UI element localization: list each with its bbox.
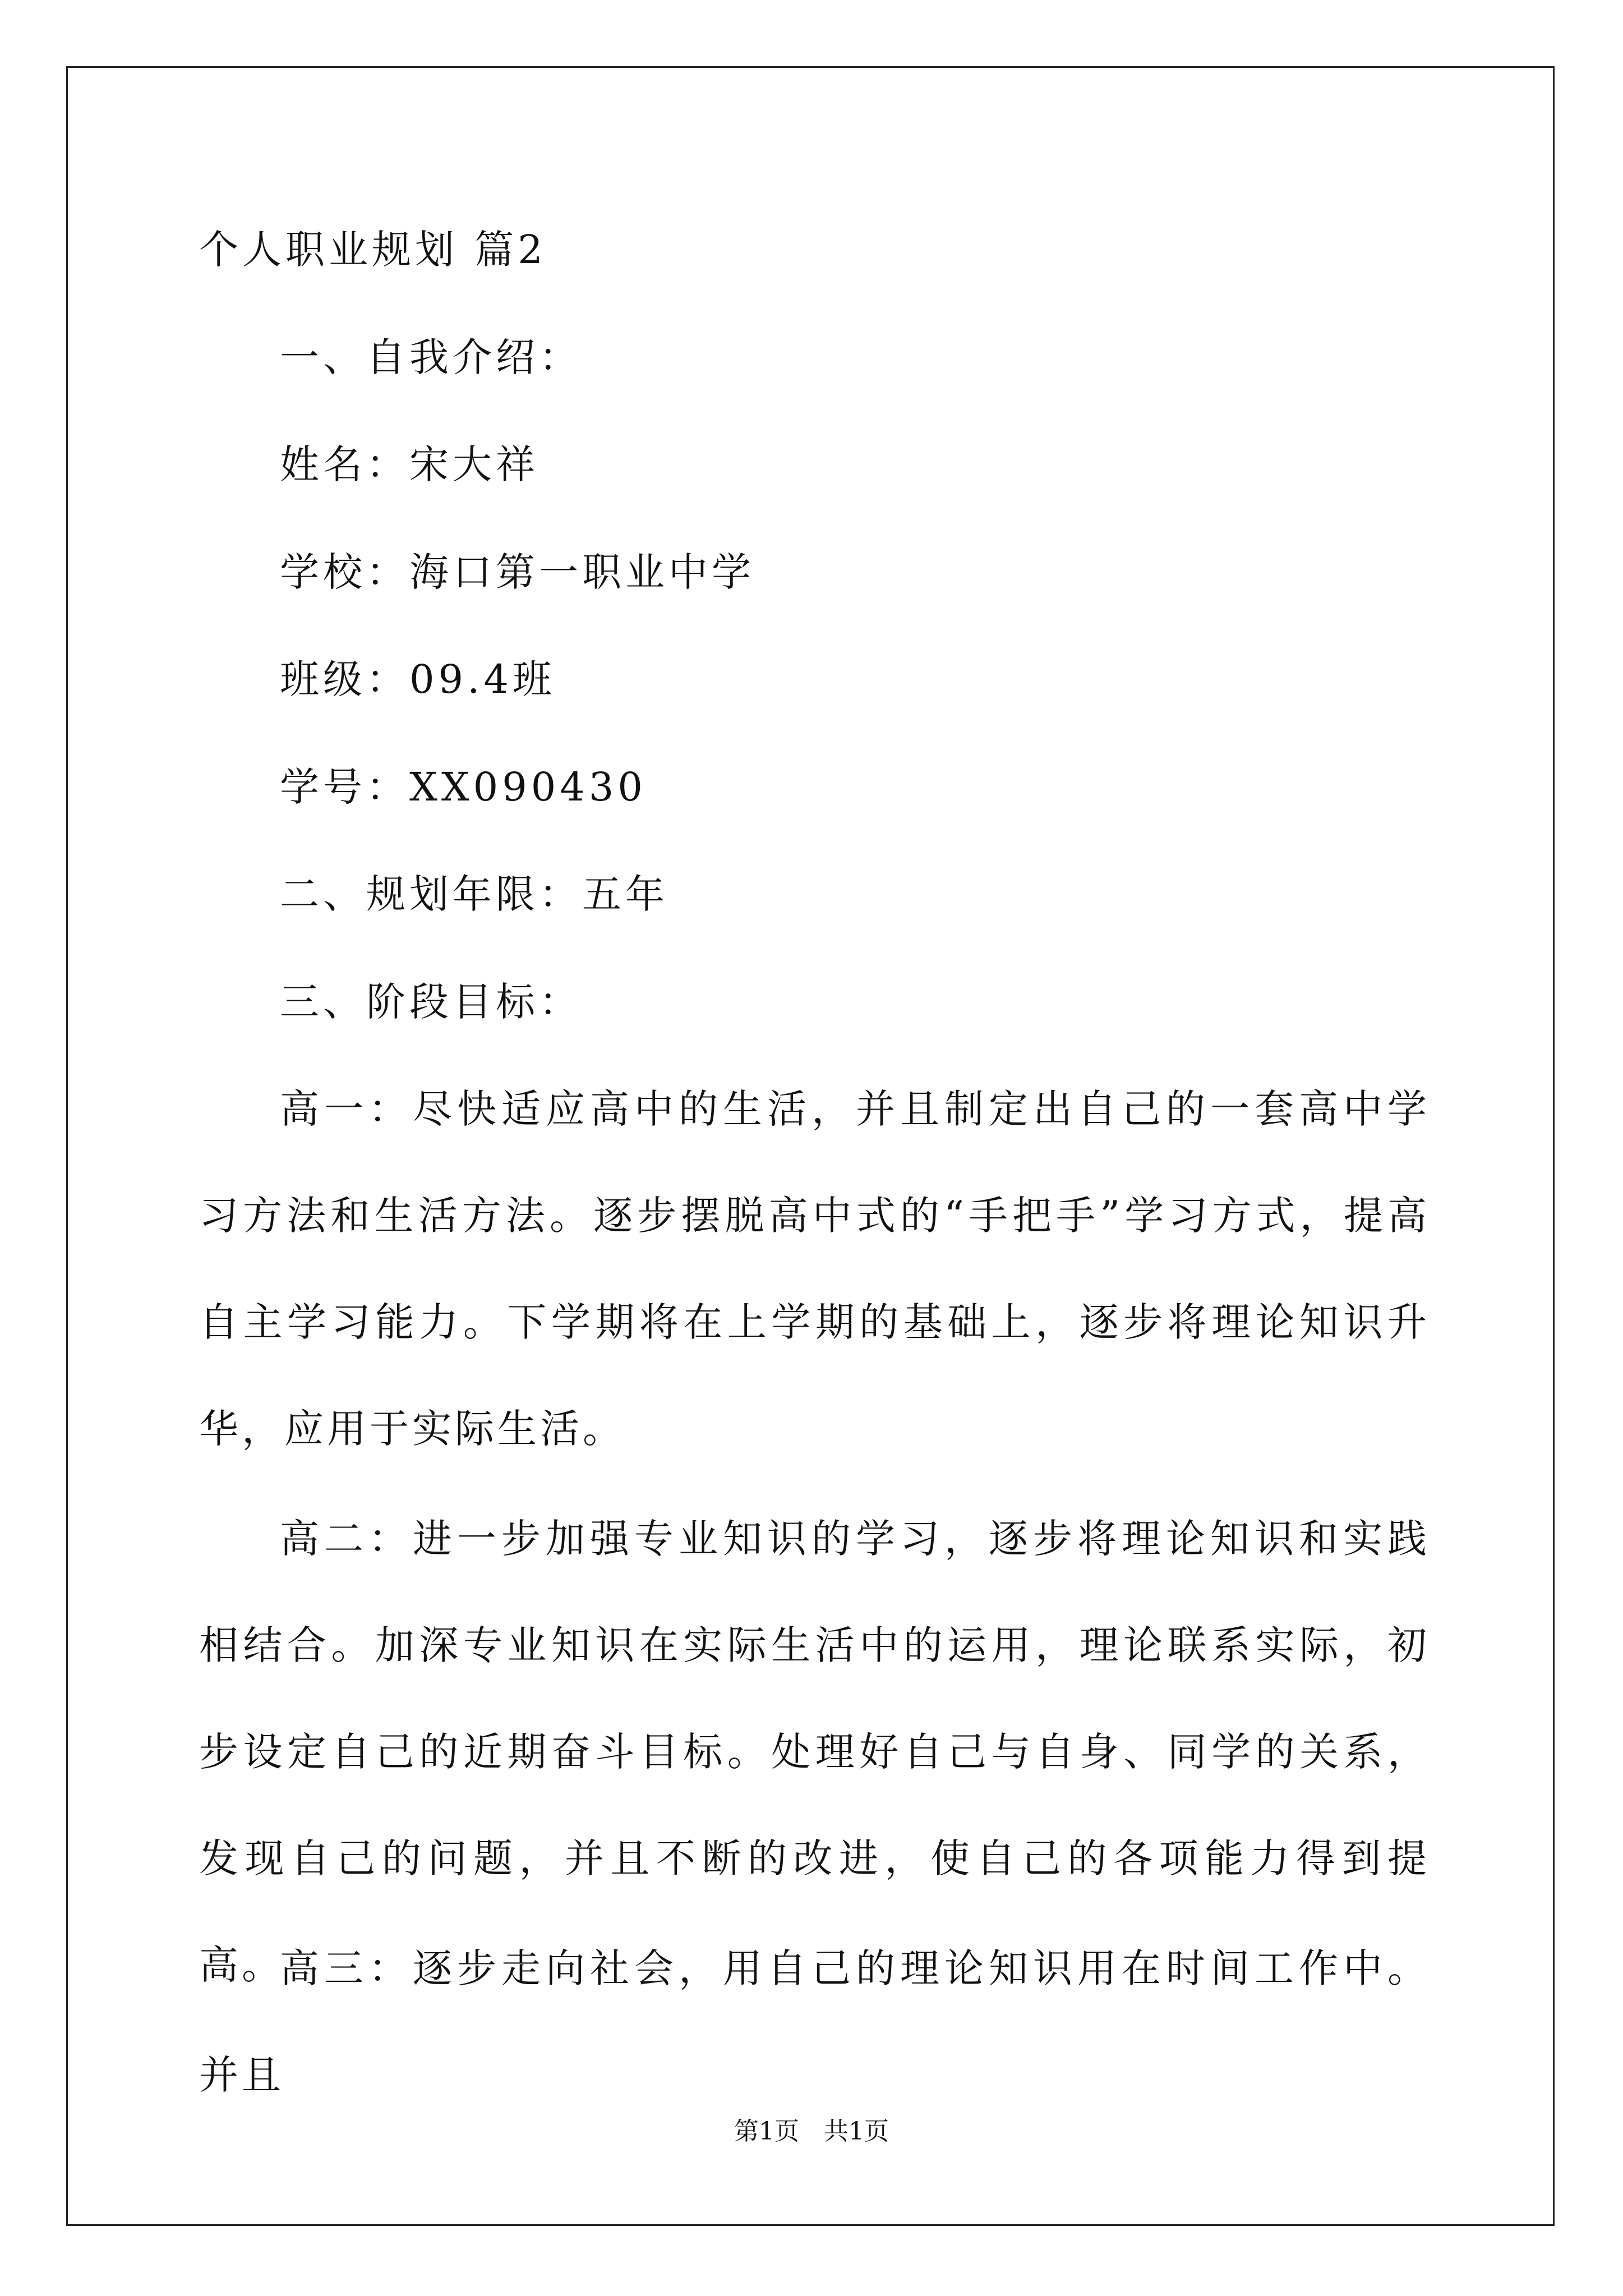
document-title: 个人职业规划 篇2: [199, 227, 547, 273]
paragraph-grade-two: 高二：进一步加强专业知识的学习，逐步将理论知识和实践相结合。加深专业知识在实际生活中的运用，理论联系实际，初步设定自己的近期奋斗目标。处理好自己与自身、同学的关系，发现自己的问题，并且不断的改进，使自己的各项能力得到提高。: [199, 1516, 1430, 1988]
name-line: 姓名：宋大祥: [280, 441, 539, 487]
section-heading-plan-period: 二、规划年限：五年: [280, 871, 668, 917]
paragraph-grade-one: 高一：尽快适应高中的生活，并且制定出自己的一套高中学习方法和生活方法。逐步摆脱高中式的“手把手”学习方式，提高自主学习能力。下学期将在上学期的基础上，逐步将理论知识升华，应用于实际生活。: [199, 1086, 1430, 1452]
page-footer: 第1页 共1页: [734, 2117, 889, 2146]
section-heading-self-intro: 一、自我介绍：: [280, 334, 582, 380]
student-id-line: 学号：XX090430: [280, 764, 647, 810]
class-line: 班级：09.4班: [280, 656, 556, 702]
paragraph-grade-three: 高三：逐步走向社会，用自己的理论知识用在时间工作中。并且: [199, 1945, 1430, 2098]
section-heading-stage-goals: 三、阶段目标：: [280, 979, 582, 1025]
school-line: 学校：海口第一职业中学: [280, 549, 755, 595]
